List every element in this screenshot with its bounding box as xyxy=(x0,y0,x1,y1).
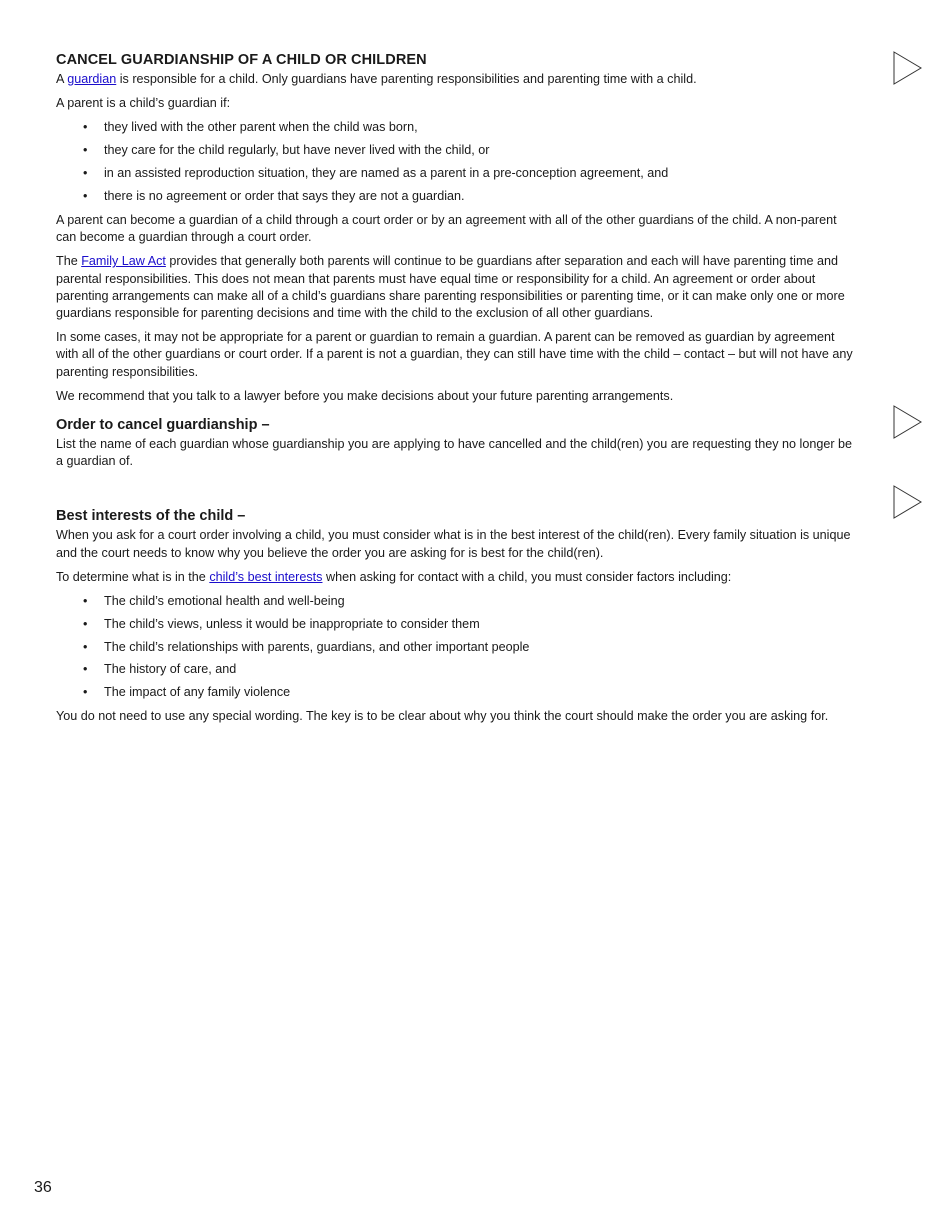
guardian-conditions-list xyxy=(56,119,856,205)
order-section-heading: Order to cancel guardianship – xyxy=(56,417,270,434)
intro-paragraph-1: A guardian is responsible for a child. Only guardians have parenting responsibilities and parenting time with a child. xyxy=(56,72,697,86)
list-item: • they lived with the other parent when the child was born, xyxy=(56,119,856,136)
list-item: • The child’s emotional health and well-being xyxy=(56,593,856,610)
best-interests-heading: Best interests of the child – xyxy=(56,508,246,525)
page-number: 36 xyxy=(34,1179,52,1196)
order-section-paragraph: List the name of each guardian whose guardianship you are applying to have cancelled and the child(ren) you are requesting they no longer be a guardian of. xyxy=(56,437,853,469)
intro-paragraph-5: In some cases, it may not be appropriate for a parent or guardian to remain a guardian. A parent can be removed as guardian by agreement with all of the other guardians or court order. If a parent is not a guardian, they can still have time with the child – contact – but will not have any parenting responsibilities. xyxy=(56,330,853,379)
family-law-act-link[interactable]: Family Law Act xyxy=(81,254,166,269)
play-arrow-icon[interactable] xyxy=(893,51,923,85)
list-item: • The child’s views, unless it would be inappropriate to consider them xyxy=(56,616,856,633)
list-item: • they care for the child regularly, but have never lived with the child, or xyxy=(56,142,856,159)
page-title: CANCEL GUARDIANSHIP OF A CHILD OR CHILDREN xyxy=(56,52,427,68)
list-item: • The child’s relationships with parents, guardians, and other important people xyxy=(56,639,856,656)
list-item: • The impact of any family violence xyxy=(56,684,856,701)
best-interests-paragraph-2: To determine what is in the child’s best interests when asking for contact with a child, you must consider factors including: xyxy=(56,569,732,584)
intro-paragraph-3: A parent can become a guardian of a child through a court order or by an agreement with all of the other guardians of the child. A non-parent can become a guardian through a court order. xyxy=(56,213,837,245)
play-arrow-icon[interactable] xyxy=(893,405,923,439)
best-interests-paragraph-3: You do not need to use any special wording. The key is to be clear about why you think the court should make the order you are asking for. xyxy=(56,709,829,724)
childs-best-interests-link[interactable]: child’s best interests xyxy=(209,569,323,584)
guardian-link[interactable]: guardian xyxy=(67,72,117,86)
play-arrow-icon[interactable] xyxy=(893,485,923,519)
intro-paragraph-2: A parent is a child’s guardian if: xyxy=(56,96,231,111)
best-interests-paragraph-1: When you ask for a court order involving a child, you must consider what is in the best interest of the child(ren). Every family situation is unique and the court needs to know why you believe the order you are asking for is best for the child(ren). xyxy=(56,528,851,560)
best-interests-factors-list xyxy=(56,593,856,701)
page-content xyxy=(56,52,856,733)
intro-paragraph-4: The Family Law Act provides that generally both parents will continue to be guardians after separation and each will have parenting time and parental responsibilities. This does not mean that parents must have equal time or responsibility for a child. An agreement or order about parenting arrangements can make all of a child’s guardians share parenting responsibilities or parenting time, or it can make only one or more guardians responsible for parenting decisions and time with the child to the exclusion of all other guardians. xyxy=(56,254,845,321)
intro-paragraph-6: We recommend that you talk to a lawyer before you make decisions about your future parenting arrangements. xyxy=(56,388,674,403)
list-item: • there is no agreement or order that says they are not a guardian. xyxy=(56,188,856,205)
list-item: • The history of care, and xyxy=(56,661,856,678)
list-item: • in an assisted reproduction situation, they are named as a parent in a pre-conception agreement, and xyxy=(56,165,856,182)
